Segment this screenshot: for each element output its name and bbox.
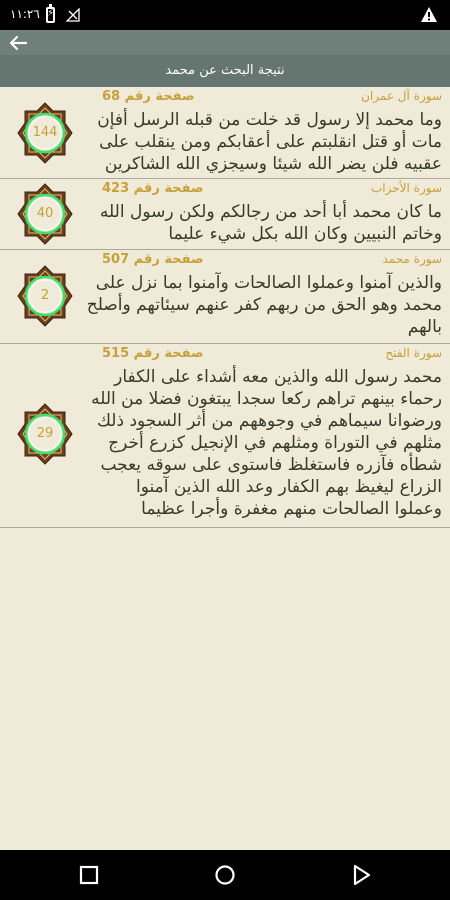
verse-number: 2 — [40, 288, 50, 303]
result-item[interactable] — [0, 87, 450, 179]
verse-number-badge — [16, 402, 74, 466]
results-list — [0, 87, 450, 528]
page-title: نتيجة البحث عن محمد — [165, 63, 285, 78]
verse-text: والذين آمنوا وعملوا الصالحات وآمنوا بما نزل على محمد وهو الحق من ربهم كفر عنهم سيئاتهم وأصلح بالهم — [86, 273, 442, 337]
navigation-bar — [0, 850, 450, 900]
verse-text: ما كان محمد أبا أحد من رجالكم ولكن رسول الله وخاتم النبيين وكان الله بكل شيء عليما — [99, 202, 442, 244]
result-item[interactable] — [0, 179, 450, 250]
back-triangle-icon[interactable] — [349, 863, 373, 887]
signal-icon — [66, 8, 80, 22]
recents-square-icon[interactable] — [77, 863, 101, 887]
verse-text: محمد رسول الله والذين معه أشداء على الكفار رحماء بينهم تراهم ركعا سجدا يبتغون فضلا من الله ورضوانا سيماهم في وجوههم من أثر السجود ذلك مثلهم في التوراة ومثلهم في الإنجيل كزرع أخرج شطأه فآزره فاستغلظ فاستوى على سوقه يعجب الزراع ليغيظ بهم الكفار وعد الله الذين آمنوا وعملوا الصالحات منهم مغفرة وأجرا عظيما — [91, 367, 442, 519]
surah-name: سورة الفتح — [385, 346, 442, 360]
surah-name: سورة الأحزاب — [371, 181, 442, 195]
title-bar — [0, 55, 450, 87]
verse-number-badge — [16, 182, 74, 246]
battery-icon — [46, 7, 55, 23]
surah-name: سورة آل عمران — [361, 89, 442, 103]
verse-text: وما محمد إلا رسول قد خلت من قبله الرسل أفإن مات أو قتل انقلبتم على أعقابكم ومن ينقلب على عقبيه فلن يضر الله شيئا وسيجزي الله الشاكرين — [97, 110, 442, 174]
app-bar — [0, 30, 450, 55]
alert-icon — [420, 6, 438, 24]
page-number: صفحة رقم 515 — [102, 346, 204, 361]
page-number: صفحة رقم 507 — [102, 252, 204, 267]
verse-number: 144 — [32, 125, 58, 140]
back-arrow-icon[interactable] — [6, 31, 30, 55]
verse-number: 29 — [36, 426, 54, 441]
verse-number-badge — [16, 101, 74, 165]
home-circle-icon[interactable] — [213, 863, 237, 887]
status-time: ١١:٢٦ — [10, 7, 40, 21]
status-bar — [0, 0, 450, 30]
page-number: صفحة رقم 423 — [102, 181, 204, 196]
surah-name: سورة محمد — [382, 252, 442, 266]
verse-number-badge — [16, 264, 74, 328]
verse-number: 40 — [36, 206, 54, 221]
page-number: صفحة رقم 68 — [102, 89, 195, 104]
result-item[interactable] — [0, 250, 450, 344]
result-item[interactable] — [0, 344, 450, 528]
battery-charging-glyph: ⚡ — [47, 8, 55, 19]
